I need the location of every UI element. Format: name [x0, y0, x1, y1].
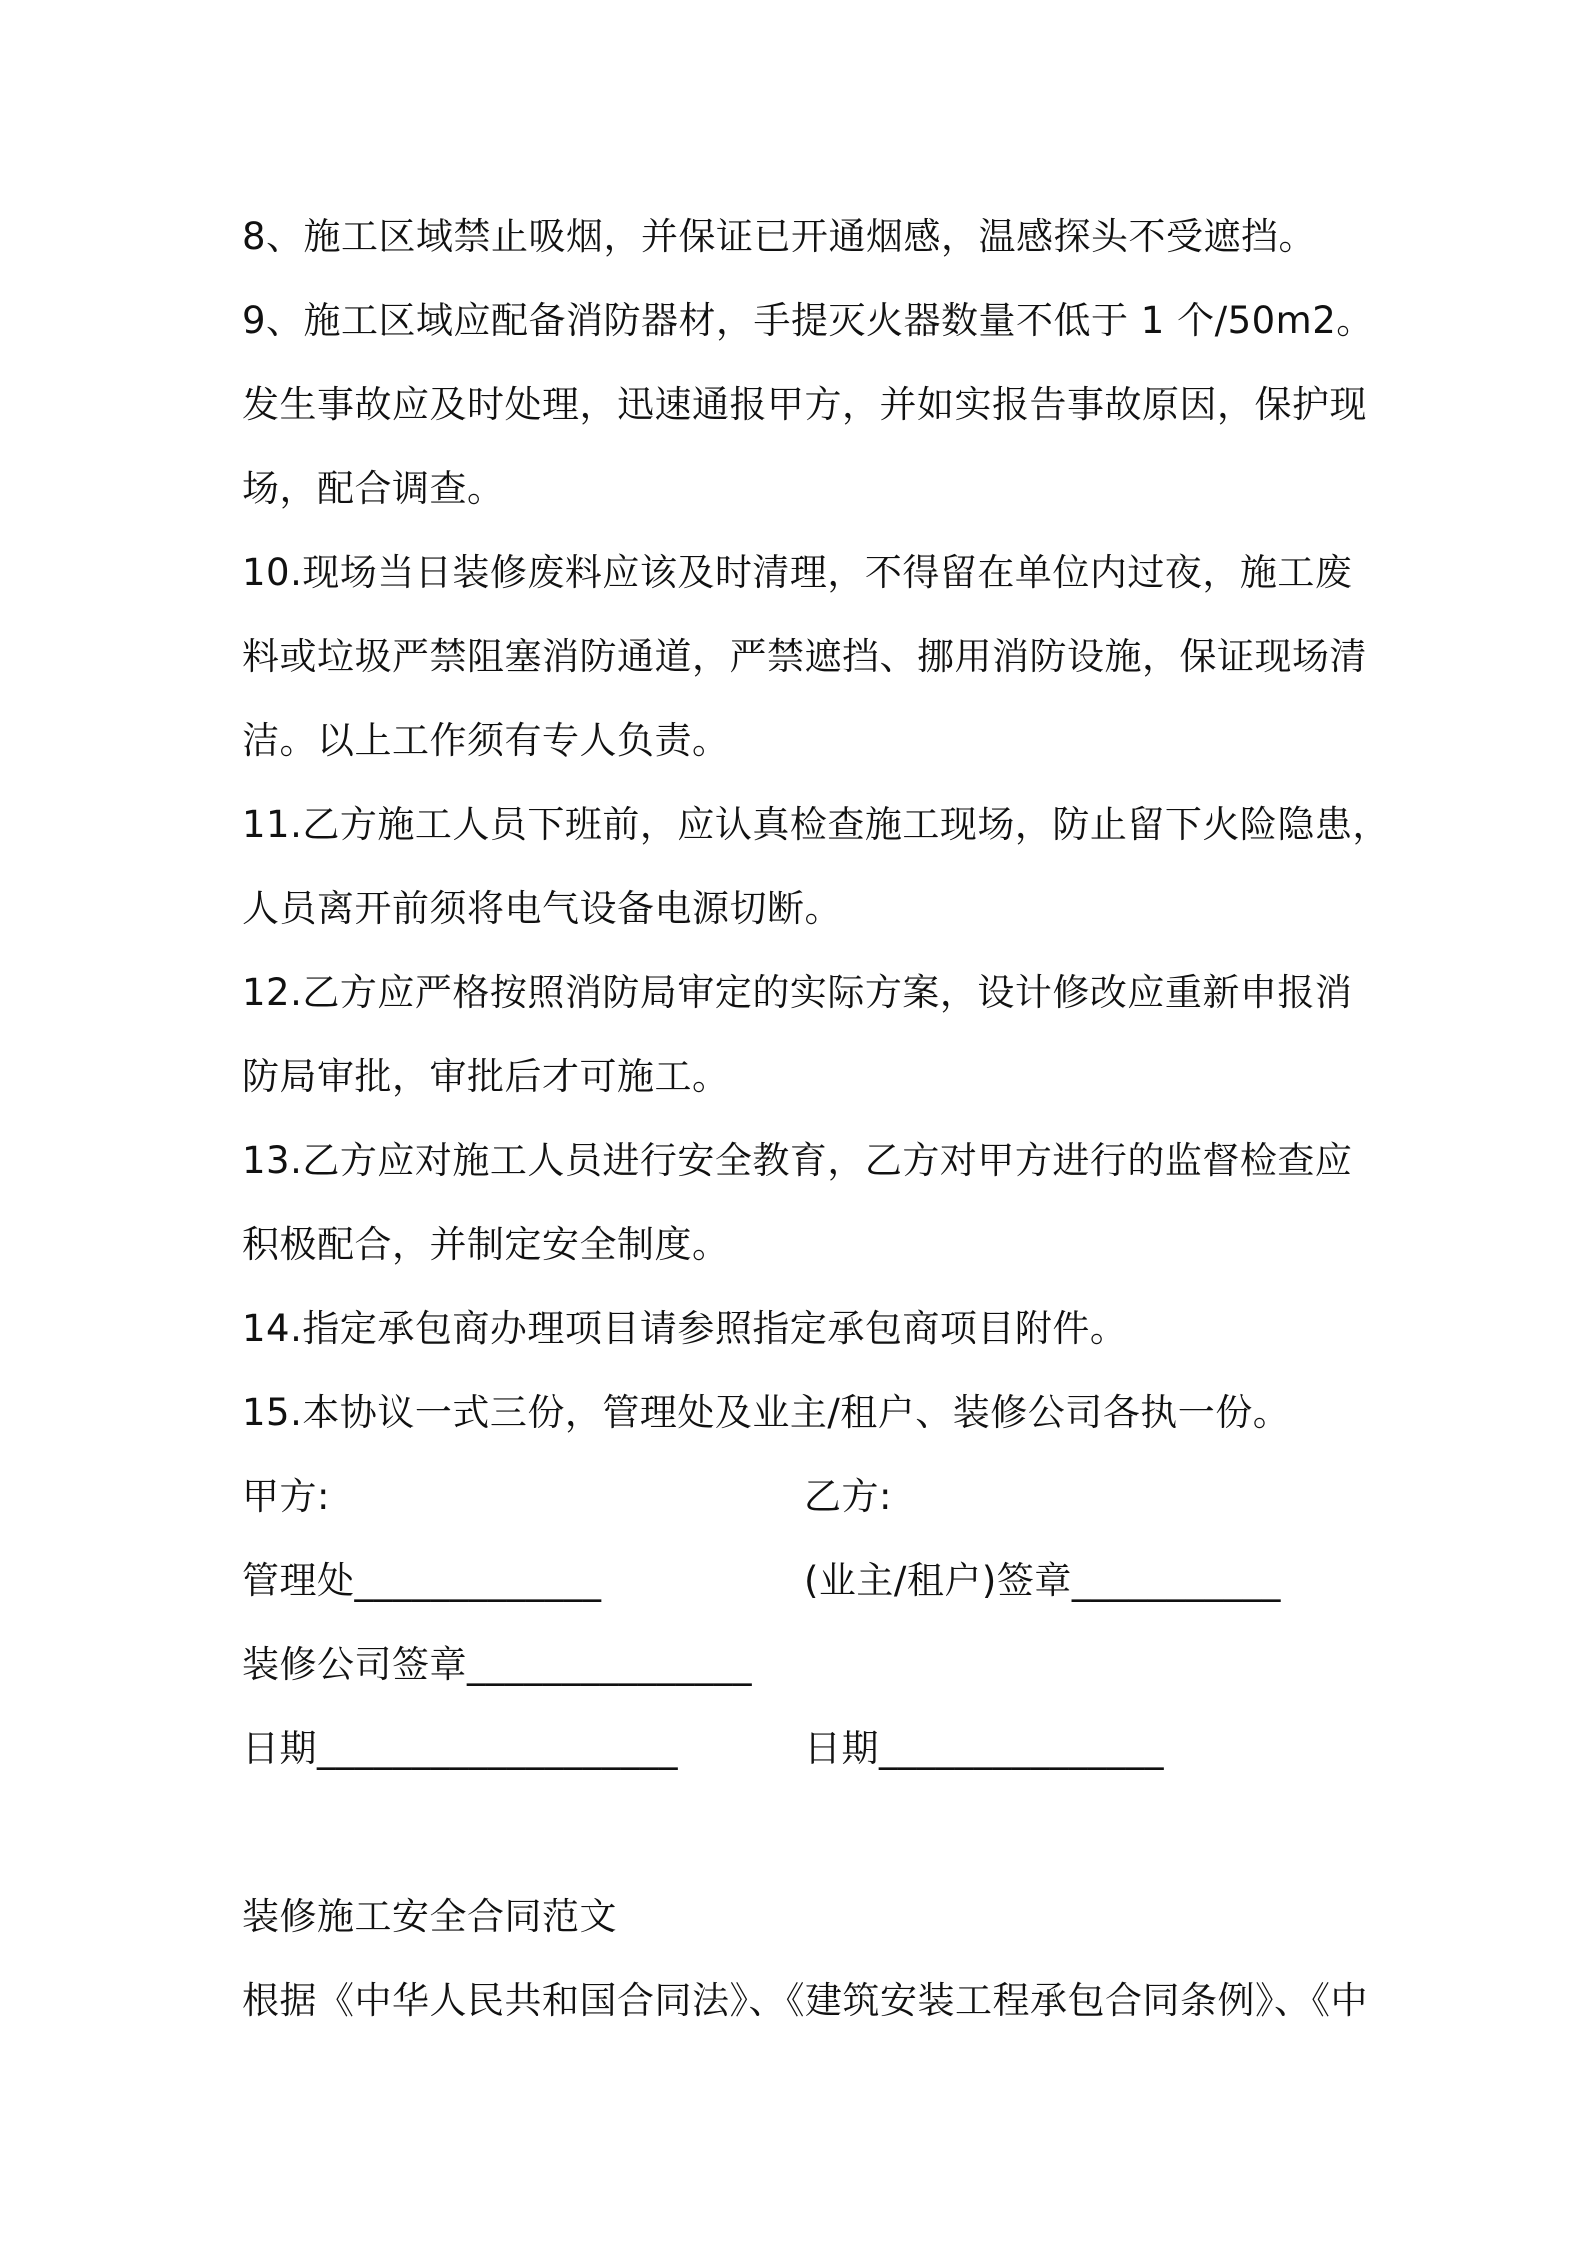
clauses: [242, 195, 1390, 1455]
clause-9-continued: 发生事故应及时处理，迅速通报甲方，并如实报告事故原因，保护现: [242, 383, 1367, 426]
clause-12: 12.乙方应严格按照消防局审定的实际方案，设计修改应重新申报消: [242, 971, 1353, 1014]
clause-11: 11.乙方施工人员下班前，应认真检查施工现场，防止留下火险隐患，: [242, 803, 1390, 846]
clause-9-continued: 场，配合调查。: [242, 467, 505, 510]
management-office-signature-line: 管理处_____________: [242, 1559, 602, 1602]
section-title: 装修施工安全合同范文: [242, 1895, 617, 1938]
clause-10-continued: 料或垃圾严禁阻塞消防通道，严禁遮挡、挪用消防设施，保证现场清: [242, 635, 1367, 678]
clause-9: 9、施工区域应配备消防器材，手提灭火器数量不低于 1 个/50m2。: [242, 299, 1374, 342]
clause-15: 15.本协议一式三份，管理处及业主/租户、装修公司各执一份。: [242, 1391, 1291, 1434]
next-section: [242, 1875, 1368, 2043]
clause-10-continued: 洁。以上工作须有专人负责。: [242, 719, 730, 762]
clause-8: 8、施工区域禁止吸烟，并保证已开通烟感，温感探头不受遮挡。: [242, 215, 1317, 258]
clause-10: 10.现场当日装修废料应该及时清理，不得留在单位内过夜，施工废: [242, 551, 1353, 594]
clause-13: 13.乙方应对施工人员进行安全教育，乙方对甲方进行的监督检查应: [242, 1139, 1353, 1182]
party-a-label: 甲方:: [242, 1475, 330, 1518]
company-seal-row: [242, 1623, 1362, 1707]
date-line-right: 日期_______________: [804, 1727, 1164, 1770]
date-row: [242, 1707, 1362, 1791]
seal-row: [242, 1539, 1362, 1623]
section-spacer: [242, 1791, 1362, 1875]
clause-11-continued: 人员离开前须将电气设备电源切断。: [242, 887, 842, 930]
owner-tenant-seal-line: (业主/租户)签章___________: [804, 1559, 1281, 1602]
clause-12-continued: 防局审批，审批后才可施工。: [242, 1055, 730, 1098]
party-b-label: 乙方:: [804, 1475, 892, 1518]
clause-13-continued: 积极配合，并制定安全制度。: [242, 1223, 730, 1266]
party-labels-row: [242, 1455, 1362, 1539]
section-intro-line: 根据《中华人民共和国合同法》、《建筑安装工程承包合同条例》、《中: [242, 1979, 1368, 2022]
date-line-left: 日期___________________: [242, 1727, 678, 1770]
document-page: [242, 195, 1390, 2043]
clause-14: 14.指定承包商办理项目请参照指定承包商项目附件。: [242, 1307, 1128, 1350]
decoration-company-seal-line: 装修公司签章_______________: [242, 1643, 752, 1686]
signature-block: [242, 1455, 1362, 1791]
